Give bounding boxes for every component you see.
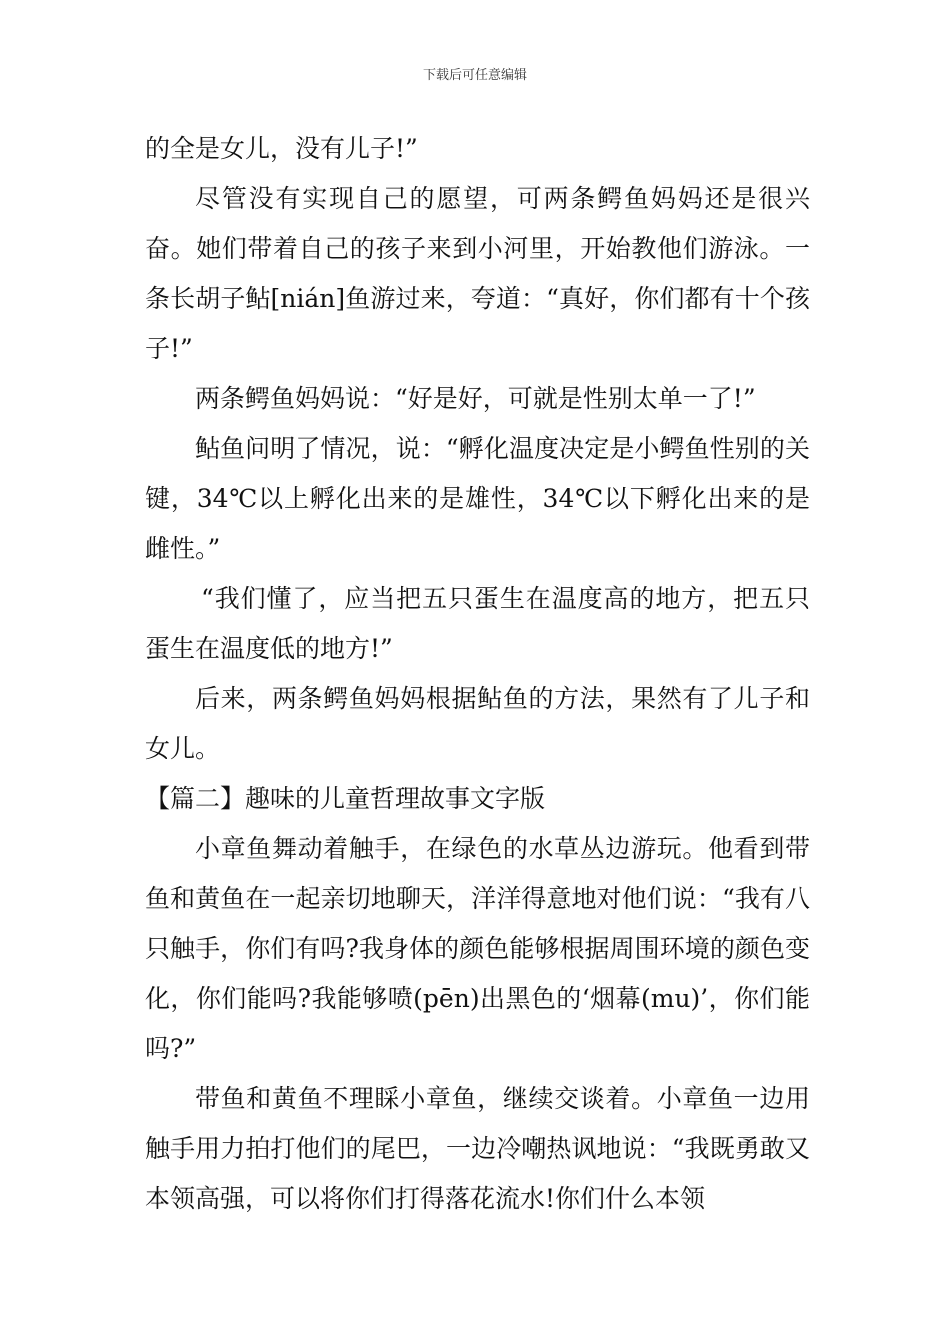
paragraph: 鲇鱼问明了情况，说：“孵化温度决定是小鳄鱼性别的关键，34℃以上孵化出来的是雄性，34℃以下孵化出来的是雌性。” xyxy=(145,434,810,563)
paragraph: 的全是女儿，没有儿子!” xyxy=(145,134,418,163)
paragraph: 两条鳄鱼妈妈说：“好是好，可就是性别太单一了!” xyxy=(195,384,756,413)
section-heading: 【篇二】趣味的儿童哲理故事文字版 xyxy=(145,784,546,813)
paragraph: 后来，两条鳄鱼妈妈根据鲇鱼的方法，果然有了儿子和女儿。 xyxy=(145,684,810,763)
paragraph: 带鱼和黄鱼不理睬小章鱼，继续交谈着。小章鱼一边用触手用力拍打他们的尾巴，一边冷嘲热讽地说：“我既勇敢又本领高强，可以将你们打得落花流水!你们什么本领 xyxy=(145,1084,810,1213)
paragraph: “我们懂了，应当把五只蛋生在温度高的地方，把五只蛋生在温度低的地方!” xyxy=(145,584,810,663)
paragraph: 尽管没有实现自己的愿望，可两条鳄鱼妈妈还是很兴奋。她们带着自己的孩子来到小河里，开始教他们游泳。一条长胡子鲇[nián]鱼游过来，夸道：“真好，你们都有十个孩子!” xyxy=(145,184,810,363)
document-body xyxy=(145,124,810,1224)
paragraph: 小章鱼舞动着触手，在绿色的水草丛边游玩。他看到带鱼和黄鱼在一起亲切地聊天，洋洋得意地对他们说：“我有八只触手，你们有吗?我身体的颜色能够根据周围环境的颜色变化，你们能吗?我能够喷(pēn)出黑色的‘烟幕(mu)’，你们能吗?” xyxy=(145,834,810,1063)
page-header: 下载后可任意编辑 xyxy=(422,68,527,83)
